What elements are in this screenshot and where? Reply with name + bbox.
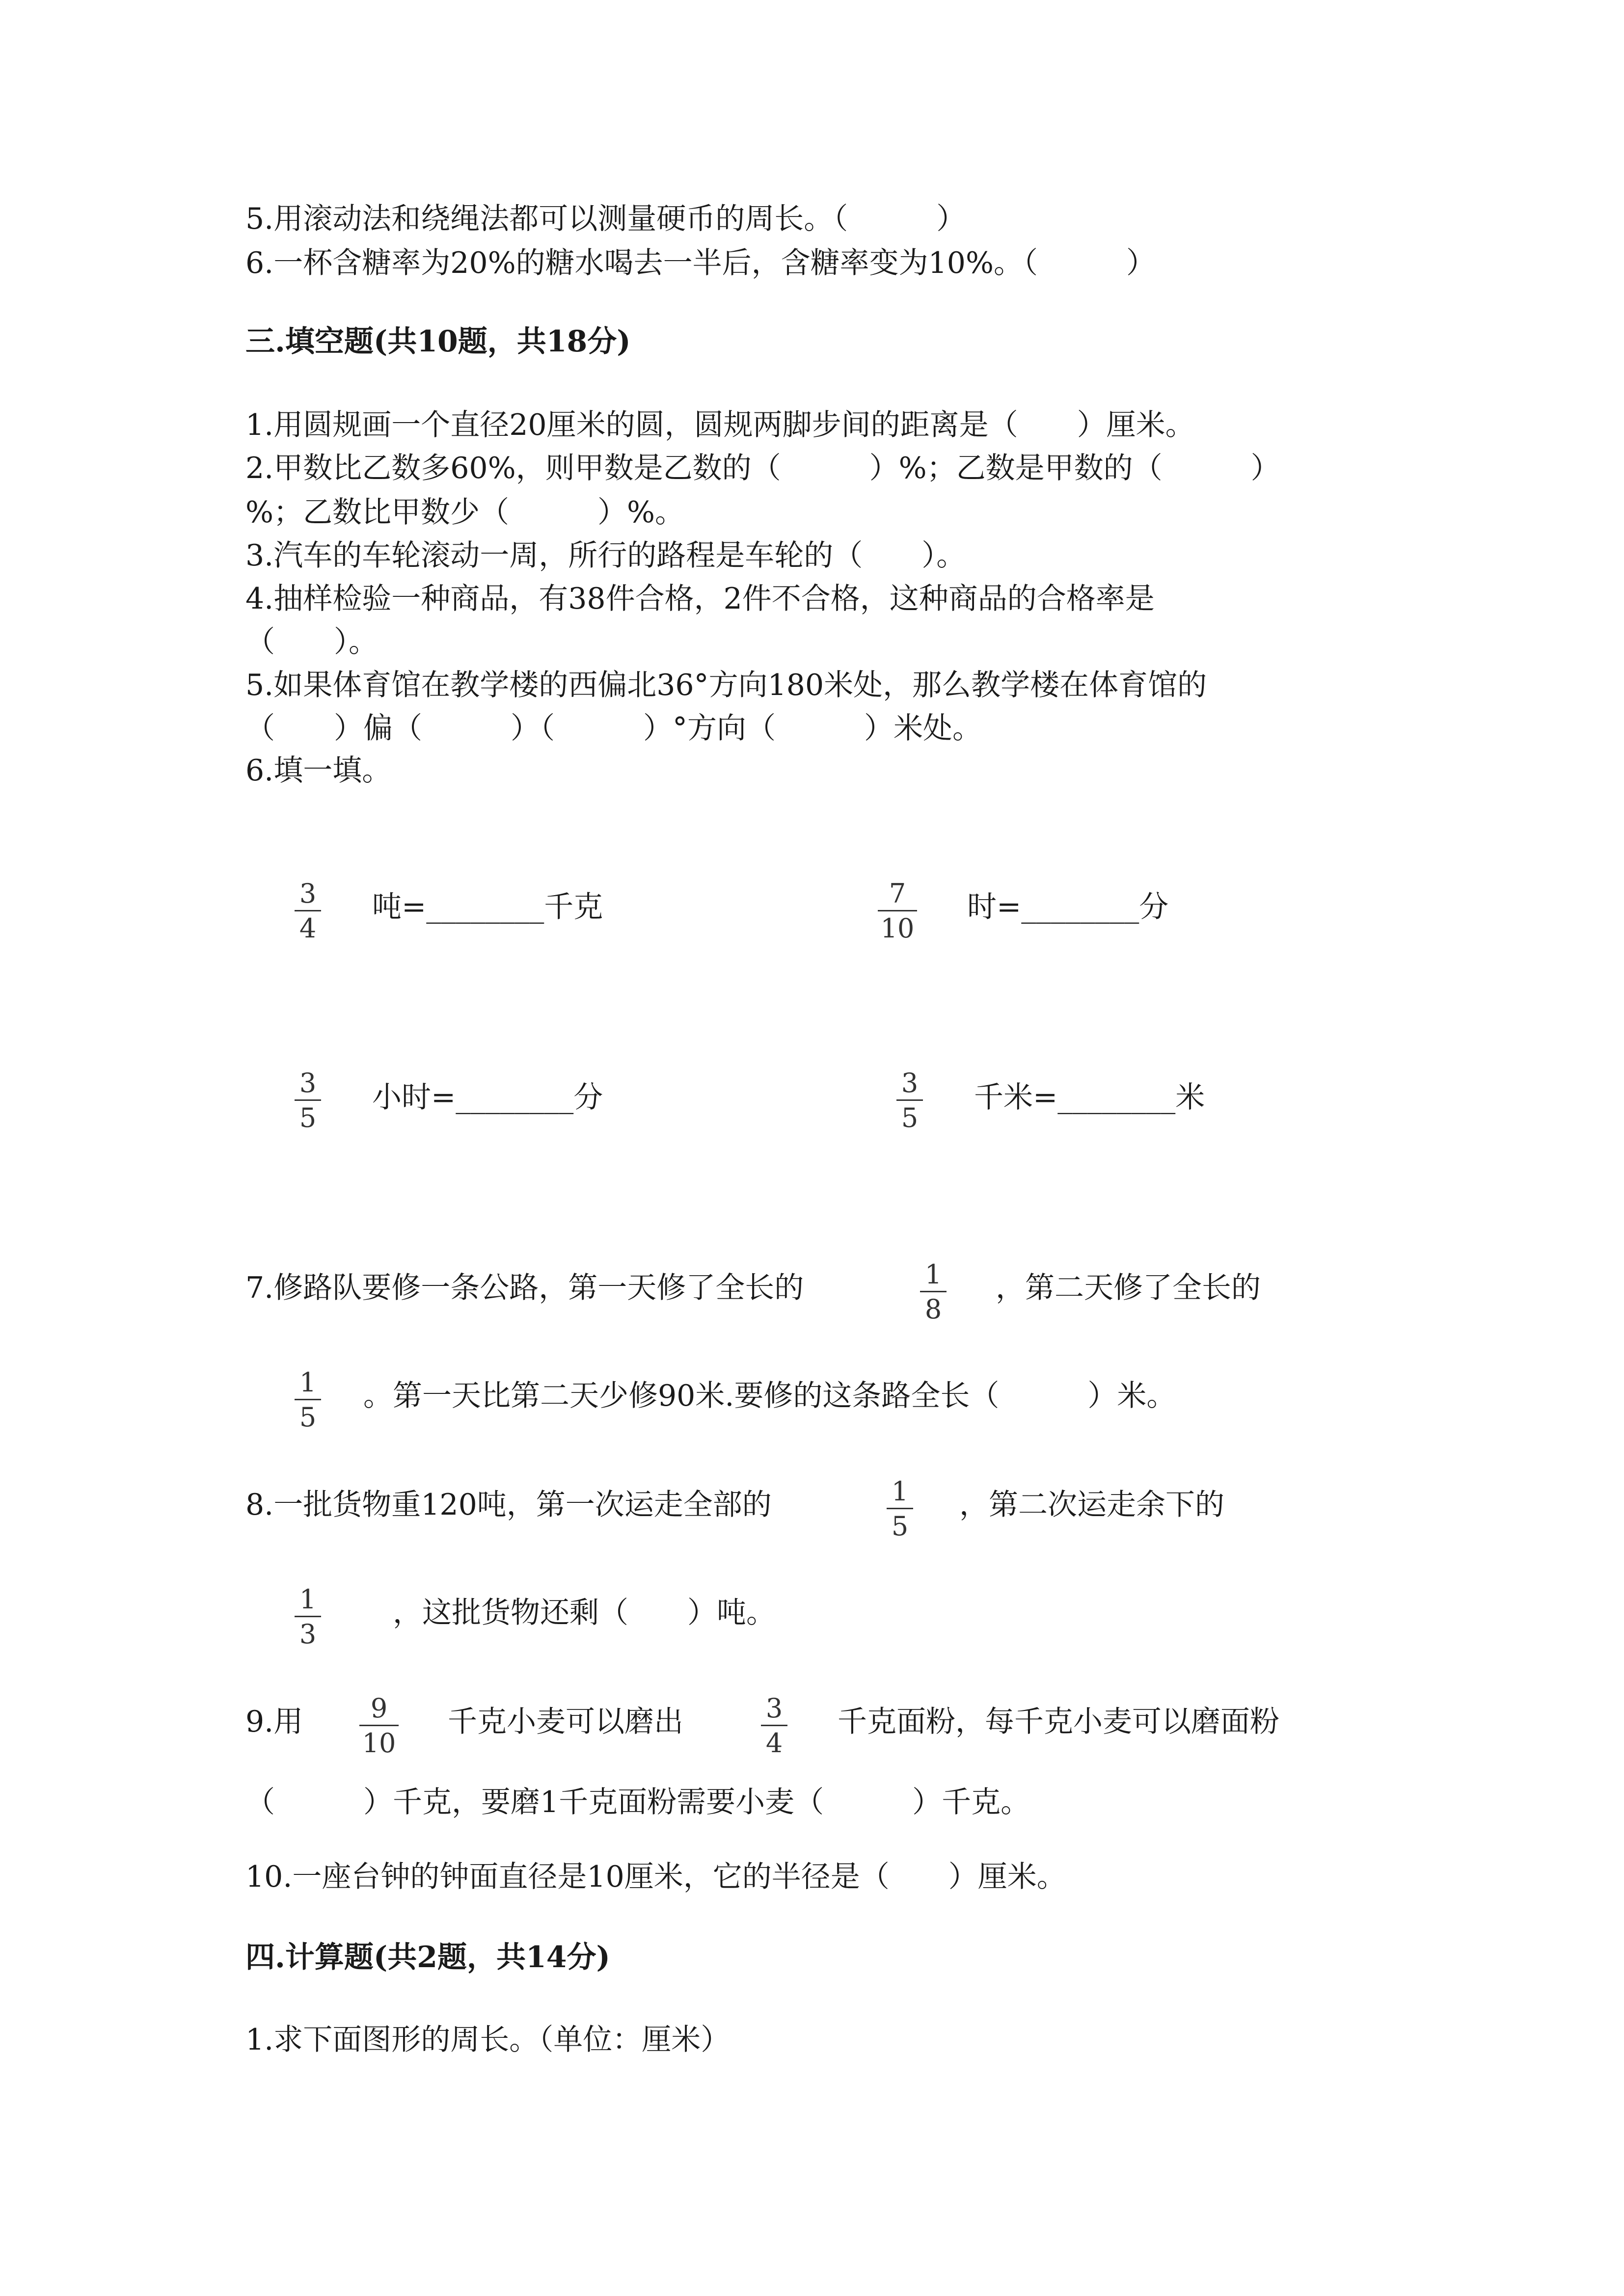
fraction-denominator: 5 [891, 1511, 909, 1542]
fraction-denominator: 4 [299, 913, 317, 944]
fraction-1-8 [920, 1259, 947, 1325]
fraction-bar [295, 1399, 321, 1400]
fraction-numerator: 1 [299, 1584, 317, 1615]
fraction-bar [359, 1725, 399, 1726]
fraction-denominator: 8 [924, 1294, 942, 1325]
fraction-bar [920, 1291, 947, 1292]
fill-question-3: 3.汽车的车轮滚动一周，所行的路程是车轮的（ ）。 [245, 538, 966, 573]
fill-question-10: 10.一座台钟的钟面直径是10厘米，它的半径是（ ）厘米。 [245, 1860, 1066, 1894]
fraction-3-4-tons [295, 879, 321, 944]
fraction-denominator: 5 [901, 1102, 919, 1133]
fill-blank-hours-to-minutes: 时=________分 [967, 890, 1169, 924]
fill-question-8-part-c: ，这批货物还剩（ ）吨。 [393, 1596, 776, 1630]
fraction-bar [761, 1725, 787, 1726]
fraction-numerator: 1 [924, 1259, 942, 1290]
fill-question-9-part-d: （ ）千克，要磨1千克面粉需要小麦（ ）千克。 [245, 1785, 1030, 1819]
fill-question-2-line-1: 2.甲数比乙数多60%，则甲数是乙数的（ ）%；乙数是甲数的（ ） [245, 451, 1280, 485]
fraction-denominator: 10 [362, 1728, 396, 1759]
fraction-1-5 [295, 1367, 321, 1433]
fraction-3-5-hours [295, 1068, 321, 1133]
fraction-bar [295, 1616, 321, 1617]
fill-question-4-line-1: 4.抽样检验一种商品，有38件合格，2件不合格，这种商品的合格率是 [245, 582, 1155, 616]
fraction-9-10 [359, 1693, 399, 1759]
fraction-3-4-flour [761, 1693, 787, 1759]
section-heading-calculation: 四.计算题(共2题，共14分) [245, 1940, 610, 1975]
fill-question-8-part-b: ，第二次运走余下的 [959, 1488, 1224, 1522]
fill-question-7-part-c: 。第一天比第二天少修90米.要修的这条路全长（ ）米。 [363, 1379, 1176, 1413]
fraction-denominator: 5 [299, 1402, 317, 1433]
fill-question-6-label: 6.填一填。 [245, 753, 392, 788]
fill-question-9-part-a: 9.用 [245, 1705, 303, 1739]
fill-blank-hours-to-minutes-2: 小时=________分 [372, 1080, 603, 1115]
fraction-3-5-km [896, 1068, 923, 1133]
fraction-numerator: 3 [299, 878, 317, 909]
fill-blank-tons-to-kg: 吨=________千克 [372, 890, 603, 924]
fraction-denominator: 5 [299, 1102, 317, 1133]
fraction-numerator: 9 [370, 1693, 388, 1724]
fraction-1-5-cargo [887, 1476, 913, 1542]
fill-question-1: 1.用圆规画一个直径20厘米的圆，圆规两脚步间的距离是（ ）厘米。 [245, 408, 1195, 442]
fraction-bar [295, 910, 321, 911]
fraction-denominator: 10 [880, 913, 915, 944]
section-heading-fill-blank: 三.填空题(共10题，共18分) [245, 324, 631, 359]
fill-question-4-line-2: （ ）。 [245, 625, 378, 659]
fraction-bar [887, 1508, 913, 1509]
fraction-bar [878, 910, 917, 911]
fill-question-5-line-2: （ ）偏（ ）（ ）°方向（ ）米处。 [245, 711, 982, 746]
fill-question-5-line-1: 5.如果体育馆在教学楼的西偏北36°方向180米处，那么教学楼在体育馆的 [245, 668, 1207, 702]
judge-question-5: 5.用滚动法和绕绳法都可以测量硬币的周长。（ ） [245, 202, 966, 236]
fill-blank-km-to-m: 千米=________米 [974, 1080, 1205, 1115]
judge-question-6: 6.一杯含糖率为20%的糖水喝去一半后，含糖率变为10%。（ ） [245, 246, 1156, 280]
fill-question-9-part-b: 千克小麦可以磨出 [448, 1705, 683, 1739]
fraction-bar [896, 1099, 923, 1101]
fraction-numerator: 1 [299, 1367, 317, 1398]
fraction-1-3 [295, 1584, 321, 1650]
fraction-denominator: 4 [765, 1728, 783, 1759]
fill-question-7-part-b: ，第二天修了全长的 [996, 1271, 1261, 1305]
fill-question-9-part-c: 千克面粉，每千克小麦可以磨面粉 [838, 1705, 1279, 1739]
fraction-numerator: 3 [901, 1068, 919, 1098]
fill-question-7-part-a: 7.修路队要修一条公路，第一天修了全长的 [245, 1271, 804, 1305]
fraction-bar [295, 1099, 321, 1101]
fraction-numerator: 1 [891, 1476, 909, 1507]
fill-question-2-line-2: %；乙数比甲数少（ ）%。 [245, 495, 685, 530]
calc-question-1: 1.求下面图形的周长。（单位：厘米） [245, 2023, 731, 2057]
fraction-numerator: 3 [299, 1068, 317, 1098]
fill-question-8-part-a: 8.一批货物重120吨，第一次运走全部的 [245, 1488, 772, 1522]
fraction-numerator: 7 [889, 878, 906, 909]
fraction-numerator: 3 [765, 1693, 783, 1724]
fraction-denominator: 3 [299, 1619, 317, 1650]
fraction-7-10-hours [878, 879, 917, 944]
